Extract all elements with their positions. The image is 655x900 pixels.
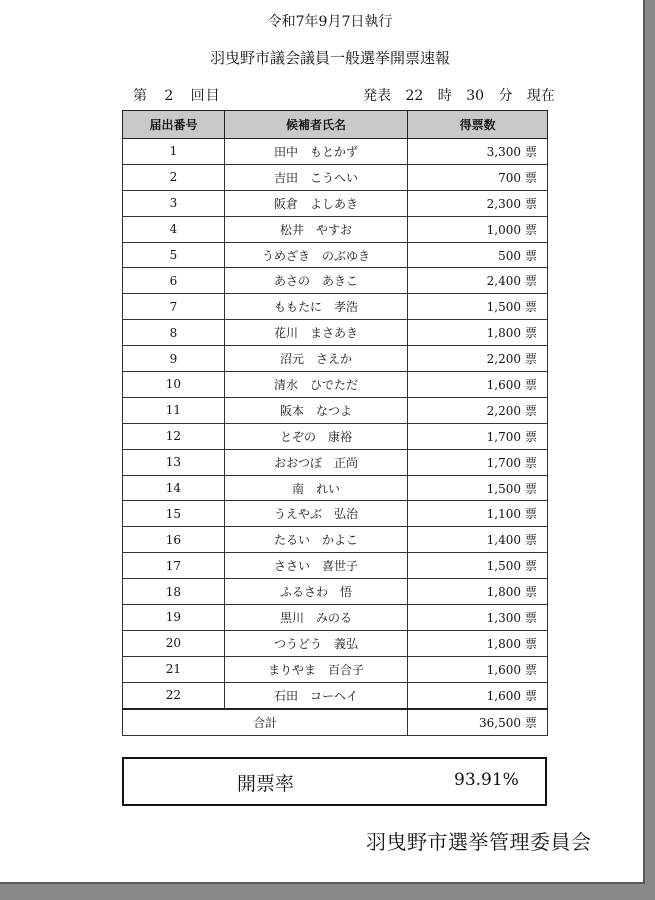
candidate-name: あさの あきこ <box>224 268 407 294</box>
vote-unit: 票 <box>524 455 537 470</box>
announce-minute-unit: 分 <box>498 88 513 104</box>
candidate-votes: 700 <box>498 170 521 185</box>
counting-rate-label: 開票率 <box>237 773 295 795</box>
announcement-time <box>363 85 555 105</box>
vote-unit: 票 <box>524 248 537 263</box>
candidate-votes: 1,600 <box>486 662 521 677</box>
table-row <box>123 501 548 527</box>
candidate-name: おおつぼ 正尚 <box>224 449 407 475</box>
vote-unit: 票 <box>524 429 537 444</box>
candidate-votes: 1,500 <box>486 300 521 315</box>
results-body <box>123 139 548 709</box>
vote-unit: 票 <box>524 403 537 418</box>
candidate-votes: 1,100 <box>486 507 521 522</box>
candidate-number: 3 <box>123 190 225 216</box>
vote-unit: 票 <box>524 533 537 548</box>
candidate-number: 8 <box>123 320 225 346</box>
candidate-name: 阪倉 よしあき <box>224 190 407 216</box>
table-row <box>123 139 548 165</box>
report-title: 羽曳野市議会議員一般選挙開票速報 <box>209 49 450 67</box>
candidate-votes-cell <box>408 320 548 346</box>
vote-unit: 票 <box>524 636 537 651</box>
total-votes-cell <box>408 709 548 736</box>
table-row <box>123 475 548 501</box>
candidate-votes-cell <box>408 242 548 268</box>
vote-unit: 票 <box>524 715 537 730</box>
candidate-votes-cell <box>408 579 548 605</box>
table-row <box>123 164 548 190</box>
candidate-votes-cell <box>408 216 548 242</box>
candidate-name: 石田 コーヘイ <box>224 682 407 708</box>
vote-unit: 票 <box>524 300 537 315</box>
table-header-row <box>123 111 548 139</box>
candidate-votes-cell <box>408 139 548 165</box>
vote-unit: 票 <box>524 222 537 237</box>
candidate-votes-cell <box>408 527 548 553</box>
candidate-votes-cell <box>408 164 548 190</box>
counting-rate-value: 93.91% <box>454 770 519 790</box>
vote-unit: 票 <box>524 585 537 600</box>
candidate-votes: 1,500 <box>486 559 521 574</box>
candidate-votes: 2,400 <box>486 274 521 289</box>
vote-unit: 票 <box>524 507 537 522</box>
candidate-name: 吉田 こうへい <box>224 164 407 190</box>
candidate-votes-cell <box>408 656 548 682</box>
candidate-name: 阪本 なつよ <box>224 397 407 423</box>
announce-minute: 30 <box>466 88 485 104</box>
candidate-votes: 1,600 <box>486 377 521 392</box>
table-row <box>123 553 548 579</box>
total-votes: 36,500 <box>478 715 521 730</box>
table-row <box>123 423 548 449</box>
table-row <box>123 630 548 656</box>
vote-unit: 票 <box>524 274 537 289</box>
candidate-name: ももたに 孝浩 <box>224 294 407 320</box>
candidate-number: 19 <box>123 605 225 631</box>
candidate-number: 20 <box>123 630 225 656</box>
candidate-votes: 1,800 <box>486 636 521 651</box>
candidate-votes: 2,200 <box>486 403 521 418</box>
results-table <box>122 110 548 736</box>
candidate-name: 沼元 さえか <box>224 346 407 372</box>
candidate-number: 14 <box>123 475 225 501</box>
candidate-votes: 1,000 <box>486 222 521 237</box>
announce-label: 発表 <box>363 88 391 104</box>
candidate-number: 2 <box>123 164 225 190</box>
candidate-number: 18 <box>123 579 225 605</box>
candidate-votes: 1,700 <box>486 455 521 470</box>
vote-unit: 票 <box>524 377 537 392</box>
candidate-name: うめざき のぶゆき <box>224 242 407 268</box>
candidate-name: うえやぶ 弘治 <box>224 501 407 527</box>
table-row <box>123 527 548 553</box>
candidate-number: 13 <box>123 449 225 475</box>
candidate-name: 花川 まさあき <box>224 320 407 346</box>
table-row <box>123 397 548 423</box>
table-row <box>123 682 548 708</box>
candidate-votes-cell <box>408 268 548 294</box>
election-date: 令和7年9月7日執行 <box>267 14 393 30</box>
candidate-votes-cell <box>408 294 548 320</box>
table-row <box>123 320 548 346</box>
candidate-votes: 1,500 <box>486 481 521 496</box>
candidate-number: 6 <box>123 268 225 294</box>
table-row <box>123 294 548 320</box>
vote-unit: 票 <box>524 326 537 341</box>
vote-unit: 票 <box>524 170 537 185</box>
candidate-votes-cell <box>408 372 548 398</box>
committee-name: 羽曳野市選挙管理委員会 <box>366 830 592 854</box>
header-votes: 得票数 <box>408 111 548 139</box>
candidate-number: 5 <box>123 242 225 268</box>
candidate-number: 11 <box>123 397 225 423</box>
candidate-number: 12 <box>123 423 225 449</box>
vote-unit: 票 <box>524 559 537 574</box>
candidate-votes: 2,200 <box>486 352 521 367</box>
candidate-number: 10 <box>123 372 225 398</box>
candidate-votes: 1,300 <box>486 610 521 625</box>
candidate-votes: 1,800 <box>486 326 521 341</box>
candidate-name: たるい かよこ <box>224 527 407 553</box>
candidate-votes: 2,300 <box>486 196 521 211</box>
total-label: 合計 <box>123 709 408 736</box>
candidate-name: 清水 ひでただ <box>224 372 407 398</box>
vote-unit: 票 <box>524 144 537 159</box>
candidate-name: とぞの 康裕 <box>224 423 407 449</box>
table-row <box>123 579 548 605</box>
table-row <box>123 656 548 682</box>
candidate-number: 4 <box>123 216 225 242</box>
candidate-name: まりやま 百合子 <box>224 656 407 682</box>
candidate-votes-cell <box>408 397 548 423</box>
candidate-name: つうどう 義弘 <box>224 630 407 656</box>
vote-unit: 票 <box>524 481 537 496</box>
table-row <box>123 216 548 242</box>
vote-unit: 票 <box>524 610 537 625</box>
table-row <box>123 346 548 372</box>
candidate-number: 15 <box>123 501 225 527</box>
candidate-votes-cell <box>408 501 548 527</box>
announce-hour-unit: 時 <box>437 88 452 104</box>
candidate-number: 21 <box>123 656 225 682</box>
candidate-name: 南 れい <box>224 475 407 501</box>
candidate-name: 松井 やすお <box>224 216 407 242</box>
table-row <box>123 605 548 631</box>
announce-status: 現在 <box>526 88 555 104</box>
candidate-votes: 500 <box>498 248 521 263</box>
table-row <box>123 372 548 398</box>
candidate-votes-cell <box>408 605 548 631</box>
candidate-votes-cell <box>408 682 548 708</box>
vote-unit: 票 <box>524 688 537 703</box>
counting-rate-box <box>122 757 547 806</box>
candidate-number: 22 <box>123 682 225 708</box>
table-row <box>123 449 548 475</box>
table-row <box>123 190 548 216</box>
candidate-votes-cell <box>408 553 548 579</box>
header-number: 届出番号 <box>123 111 225 139</box>
header-name: 候補者氏名 <box>224 111 407 139</box>
vote-unit: 票 <box>524 196 537 211</box>
candidate-number: 9 <box>123 346 225 372</box>
candidate-votes-cell <box>408 475 548 501</box>
candidate-number: 17 <box>123 553 225 579</box>
announce-hour: 22 <box>405 88 424 104</box>
vote-unit: 票 <box>524 662 537 677</box>
vote-unit: 票 <box>524 352 537 367</box>
table-row <box>123 242 548 268</box>
candidate-votes-cell <box>408 630 548 656</box>
candidate-name: ささい 喜世子 <box>224 553 407 579</box>
candidate-name: 黒川 みのる <box>224 605 407 631</box>
round-number: 2 <box>164 88 175 104</box>
candidate-number: 16 <box>123 527 225 553</box>
round-suffix: 回目 <box>190 88 221 104</box>
round-prefix: 第 <box>133 88 148 104</box>
candidate-votes: 1,800 <box>486 585 521 600</box>
candidate-number: 1 <box>123 139 225 165</box>
candidate-votes: 1,600 <box>486 688 521 703</box>
round-indicator <box>133 85 221 105</box>
candidate-votes-cell <box>408 346 548 372</box>
candidate-name: 田中 もとかず <box>224 139 407 165</box>
candidate-number: 7 <box>123 294 225 320</box>
candidate-votes: 1,400 <box>486 533 521 548</box>
candidate-name: ふるさわ 悟 <box>224 579 407 605</box>
table-row <box>123 268 548 294</box>
total-row <box>123 709 548 736</box>
candidate-votes: 3,300 <box>486 144 521 159</box>
candidate-votes-cell <box>408 190 548 216</box>
candidate-votes: 1,700 <box>486 429 521 444</box>
candidate-votes-cell <box>408 449 548 475</box>
candidate-votes-cell <box>408 423 548 449</box>
